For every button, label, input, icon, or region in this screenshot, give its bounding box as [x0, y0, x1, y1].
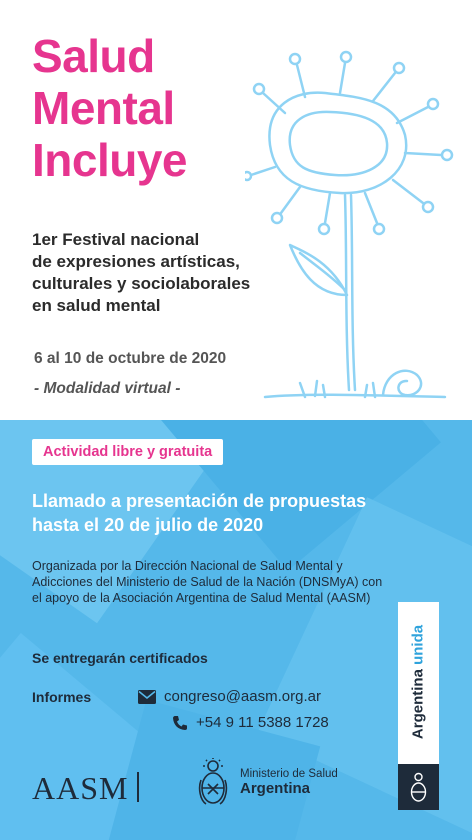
call-line-1: Llamado a presentación de propuestas — [32, 491, 367, 511]
call-prefix: hasta el — [32, 515, 100, 535]
event-modality: - Modalidad virtual - — [34, 380, 181, 397]
argentina-shield-icon — [198, 758, 228, 808]
subtitle-line-4: en salud mental — [32, 296, 161, 315]
unida-word: unida — [409, 624, 427, 665]
ministry-logo — [240, 768, 338, 797]
seal-icon — [398, 764, 439, 810]
poster-title — [32, 30, 187, 186]
organizer-text: Organizada por la Dirección Nacional de Salud Mental y Adicciones del Ministerio de Salud de la Nación (DNSMyA) con el apoyo de la Asociación Argentina de Salud Mental (AASM) — [32, 559, 383, 605]
argentina-word: Argentina — [409, 669, 427, 740]
aasm-logo-divider — [137, 772, 139, 802]
subtitle-line-2: de expresiones artísticas, — [32, 252, 240, 271]
subtitle-line-1: 1er Festival nacional — [32, 230, 200, 249]
phone-contact[interactable] — [172, 714, 329, 731]
argentina-unida-label — [410, 625, 427, 739]
argentina-unida-badge — [398, 602, 439, 810]
aasm-logo: AASM — [32, 770, 129, 806]
call-line-2 — [32, 513, 412, 537]
phone-icon — [172, 715, 188, 731]
envelope-icon — [138, 690, 156, 704]
certificates-note: Se entregarán certificados — [32, 650, 208, 666]
title-line-2: Mental — [32, 82, 175, 134]
title-line-1: Salud — [32, 30, 155, 82]
email-address[interactable]: congreso@aasm.org.ar — [164, 688, 321, 705]
phone-number[interactable]: +54 9 11 5388 1728 — [196, 714, 329, 731]
subtitle-line-3: culturales y sociolaborales — [32, 274, 251, 293]
flower-illustration — [245, 45, 460, 415]
title-line-3: Incluye — [32, 134, 188, 186]
ministry-line-1: Ministerio de Salud — [240, 768, 338, 780]
event-dates: 6 al 10 de octubre de 2020 — [34, 350, 227, 367]
info-label: Informes — [32, 689, 92, 705]
call-for-proposals — [32, 489, 412, 537]
call-deadline: 20 de julio de 2020 — [104, 515, 264, 535]
free-activity-badge: Actividad libre y gratuita — [32, 439, 223, 465]
ministry-line-2: Argentina — [240, 780, 311, 797]
unida-seal-block — [398, 764, 439, 810]
email-contact[interactable] — [138, 688, 321, 705]
